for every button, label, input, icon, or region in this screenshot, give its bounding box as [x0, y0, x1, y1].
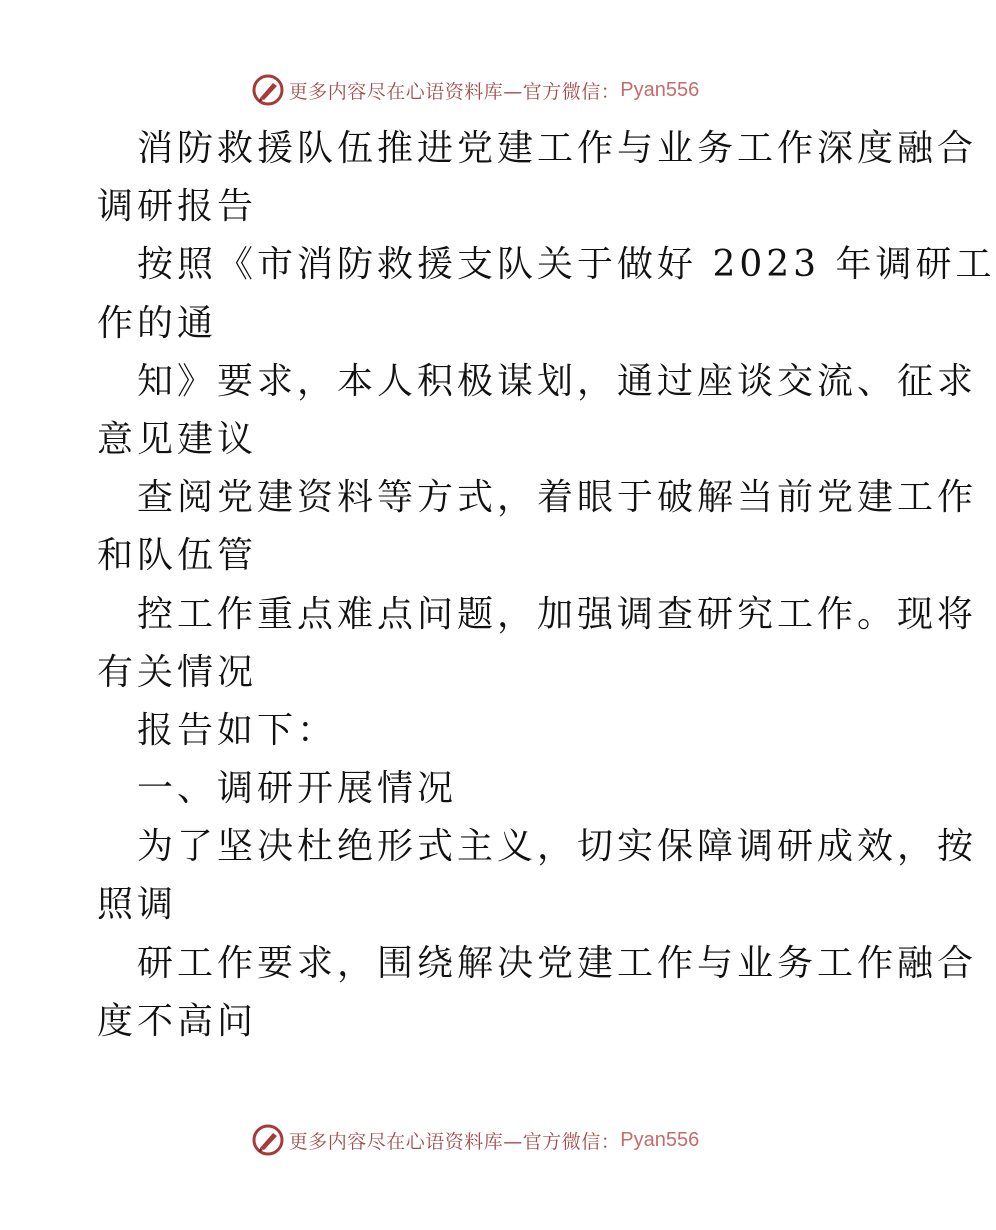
document-body — [97, 120, 996, 1051]
paragraph-line: 照调 — [97, 884, 178, 926]
watermark-wechat-id: Pyan556 — [620, 78, 700, 101]
paragraph-line: 按照《市消防救援支队关于做好 2023 年调研工 — [137, 244, 996, 286]
red-pen-circle-logo-icon — [251, 73, 285, 107]
title-line-1: 消防救援队伍推进党建工作与业务工作深度融合 — [137, 128, 978, 169]
section-heading: 一、调研开展情况 — [137, 768, 458, 810]
paragraph-line: 度不高问 — [97, 1000, 258, 1042]
header-watermark — [0, 70, 950, 110]
red-pen-circle-logo-icon — [251, 1123, 285, 1157]
paragraph-line: 查阅党建资料等方式，着眼于破解当前党建工作 — [137, 477, 978, 519]
paragraph-line: 有关情况 — [97, 651, 258, 693]
watermark-wechat-id: Pyan556 — [620, 1128, 700, 1151]
title-line-2: 调研报告 — [97, 186, 258, 228]
paragraph-line: 知》要求，本人积极谋划，通过座谈交流、征求 — [137, 360, 978, 402]
paragraph-line: 研工作要求，围绕解决党建工作与业务工作融合 — [137, 942, 978, 984]
watermark-text: 更多内容尽在心语资料库—官方微信： — [288, 80, 621, 103]
paragraph-line: 和队伍管 — [97, 535, 258, 577]
paragraph-line: 为了坚决杜绝形式主义，切实保障调研成效，按 — [137, 826, 978, 868]
paragraph-line: 报告如下： — [137, 709, 338, 751]
footer-watermark — [0, 1120, 950, 1160]
paragraph-line: 控工作重点难点问题，加强调查研究工作。现将 — [137, 593, 978, 635]
watermark-text: 更多内容尽在心语资料库—官方微信： — [288, 1130, 621, 1153]
paragraph-line: 作的通 — [97, 302, 218, 344]
paragraph-line: 意见建议 — [97, 418, 258, 460]
